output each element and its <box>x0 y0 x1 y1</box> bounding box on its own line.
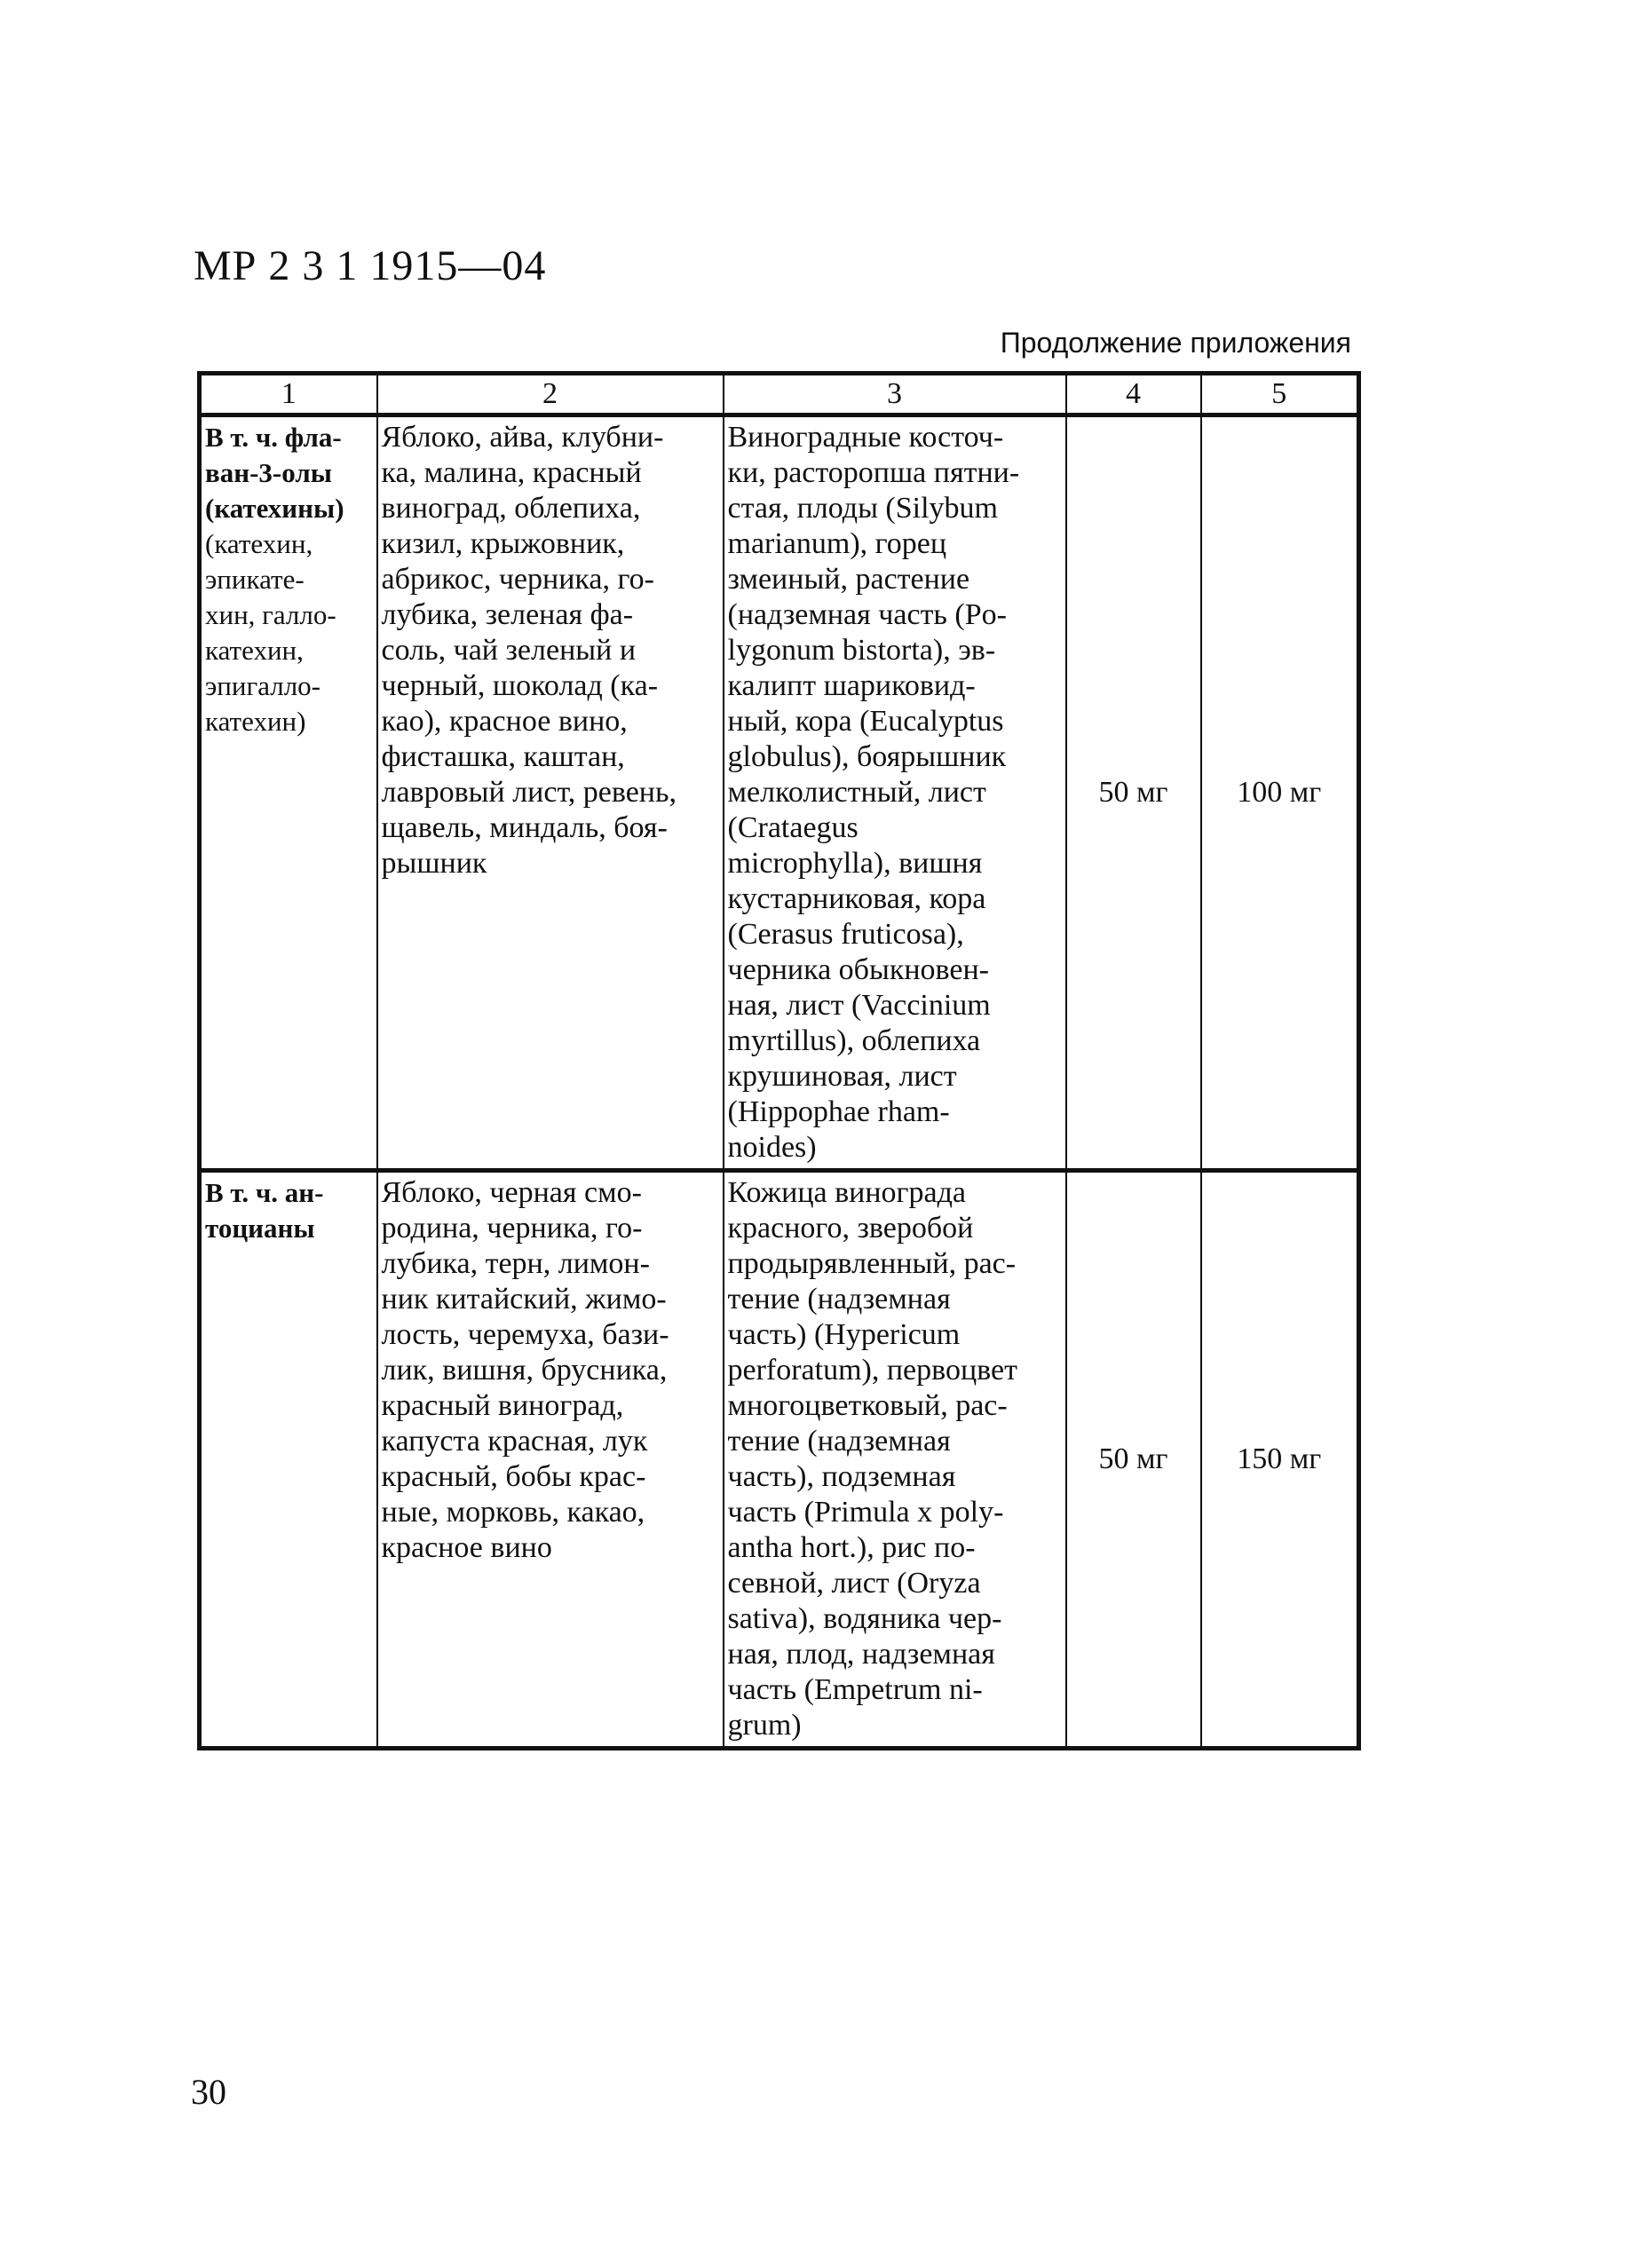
food-sources-cell <box>377 1171 724 1749</box>
column-header: 3 <box>724 374 1066 415</box>
cell-text-line: В т. ч. фла- <box>205 422 342 453</box>
compound-class-cell <box>200 415 377 1171</box>
cell-text-line: крушиновая, лист <box>727 1060 957 1093</box>
cell-text-line: мелколистный, лист <box>727 776 986 809</box>
cell-text-line: ван-3-олы <box>205 457 332 488</box>
cell-text-line: В т. ч. ан- <box>205 1177 324 1208</box>
plant-sources-text <box>728 1175 1062 1743</box>
cell-text-line: тение (надземная <box>727 1283 951 1316</box>
food-sources-text <box>382 1175 719 1566</box>
compound-class-name <box>205 1175 373 1246</box>
cell-text-line: часть) (Hypericum <box>727 1318 961 1351</box>
cell-text-line: продырявленный, рас- <box>727 1247 1017 1280</box>
cell-text-line: многоцветковый, рас- <box>727 1389 1008 1422</box>
cell-text-line: marianum), горец <box>727 527 947 560</box>
cell-text-line: соль, чай зеленый и <box>381 634 637 667</box>
table-header-row <box>200 374 1359 415</box>
cell-text-line: тоцианы <box>205 1213 315 1244</box>
plant-sources-cell <box>724 1171 1066 1749</box>
cell-text-line: калипт шариковид- <box>727 669 976 702</box>
cell-text-line: globulus), боярышник <box>727 740 1007 773</box>
cell-text-line: черника обыкновен- <box>727 953 989 986</box>
cell-text-line: ка, малина, красный <box>381 456 642 489</box>
cell-text-line: (надземная часть (Po- <box>727 598 1007 631</box>
cell-text-line: абрикос, черника, го- <box>381 563 654 596</box>
cell-text-line: черный, шоколад (ка- <box>381 669 659 702</box>
compound-class-cell <box>200 1171 377 1749</box>
column-header: 2 <box>377 374 724 415</box>
cell-text-line: кустарниковая, кора <box>727 882 986 915</box>
plant-sources-text <box>728 420 1062 1166</box>
cell-text-line: Кожица винограда <box>727 1176 966 1209</box>
cell-text-line: капуста красная, лук <box>381 1425 648 1458</box>
cell-text-line: катехин) <box>205 706 306 737</box>
cell-text-line: (Cerasus fruticosa), <box>727 918 964 951</box>
dose-adequate-cell: 50 мг <box>1066 415 1201 1171</box>
cell-text-line: лость, черемуха, бази- <box>381 1318 669 1351</box>
document-code: МР 2 3 1 1915—04 <box>194 242 547 289</box>
cell-text-line: севной, лист (Oryza <box>727 1567 981 1600</box>
cell-text-line: (Hippophae rham- <box>727 1095 950 1128</box>
compound-class-name <box>205 420 373 526</box>
cell-text-line: Яблоко, черная смо- <box>381 1176 642 1209</box>
continuation-caption: Продолжение приложения <box>1000 327 1351 359</box>
cell-text-line: ная, плод, надземная <box>727 1638 995 1671</box>
cell-text-line: рышник <box>381 847 487 880</box>
cell-text-line: виноград, облепиха, <box>381 492 641 525</box>
cell-text-line: красный виноград, <box>381 1389 624 1422</box>
cell-text-line: лик, вишня, брусника, <box>381 1354 668 1387</box>
cell-text-line: тение (надземная <box>727 1425 951 1458</box>
cell-text-line: grum) <box>727 1709 802 1742</box>
cell-text-line: лавровый лист, ревень, <box>381 776 677 809</box>
cell-text-line: antha hort.), рис по- <box>727 1531 976 1564</box>
cell-text-line: noides) <box>727 1131 817 1164</box>
cell-text-line: фисташка, каштан, <box>381 740 625 773</box>
cell-text-line: красный, бобы крас- <box>381 1460 646 1493</box>
column-header: 1 <box>200 374 377 415</box>
cell-text-line: эпикате- <box>205 564 305 595</box>
column-header: 4 <box>1066 374 1201 415</box>
cell-text-line: sativa), водяника чер- <box>727 1602 1002 1635</box>
column-header: 5 <box>1201 374 1359 415</box>
cell-text-line: ник китайский, жимо- <box>381 1283 667 1316</box>
cell-text-line: (Crataegus <box>727 811 859 844</box>
cell-text-line: красное вино <box>381 1531 552 1564</box>
dose-adequate-cell: 50 мг <box>1066 1171 1201 1749</box>
cell-text-line: lygonum bistorta), эв- <box>727 634 996 667</box>
cell-text-line: ки, расторопша пятни- <box>727 456 1020 489</box>
page-number: 30 <box>191 2072 226 2112</box>
table-row <box>200 1171 1359 1749</box>
food-sources-text <box>382 420 719 881</box>
plant-sources-cell <box>724 415 1066 1171</box>
cell-text-line: perforatum), первоцвет <box>727 1354 1017 1387</box>
cell-text-line: ные, морковь, какао, <box>381 1496 645 1529</box>
cell-text-line: (катехин, <box>205 528 313 559</box>
cell-text-line: microphylla), вишня <box>727 847 983 880</box>
cell-text-line: лубика, терн, лимон- <box>381 1247 650 1280</box>
cell-text-line: (катехины) <box>205 493 344 524</box>
cell-text-line: ный, кора (Eucalyptus <box>727 705 1004 738</box>
appendix-table <box>197 371 1361 1750</box>
cell-text-line: хин, галло- <box>205 599 336 630</box>
cell-text-line: часть), подземная <box>727 1460 956 1493</box>
cell-text-line: красного, зверобой <box>727 1212 974 1245</box>
cell-text-line: ная, лист (Vaccinium <box>727 989 991 1022</box>
cell-text-line: часть (Primula x poly- <box>727 1496 1004 1529</box>
cell-text-line: щавель, миндаль, боя- <box>381 811 668 844</box>
cell-text-line: лубика, зеленая фа- <box>381 598 634 631</box>
cell-text-line: као), красное вино, <box>381 705 628 738</box>
dose-upper-cell: 100 мг <box>1201 415 1359 1171</box>
table-row <box>200 415 1359 1171</box>
cell-text-line: кизил, крыжовник, <box>381 527 625 560</box>
cell-text-line: myrtillus), облепиха <box>727 1024 981 1057</box>
cell-text-line: родина, черника, го- <box>381 1212 643 1245</box>
cell-text-line: Виноградные косточ- <box>727 421 1004 454</box>
cell-text-line: часть (Empetrum ni- <box>727 1673 983 1706</box>
cell-text-line: Яблоко, айва, клубни- <box>381 421 664 454</box>
compound-class-members <box>205 526 373 739</box>
cell-text-line: эпигалло- <box>205 670 320 701</box>
cell-text-line: катехин, <box>205 635 304 666</box>
cell-text-line: стая, плоды (Silybum <box>727 492 998 525</box>
food-sources-cell <box>377 415 724 1171</box>
dose-upper-cell: 150 мг <box>1201 1171 1359 1749</box>
cell-text-line: змеиный, растение <box>727 563 970 596</box>
